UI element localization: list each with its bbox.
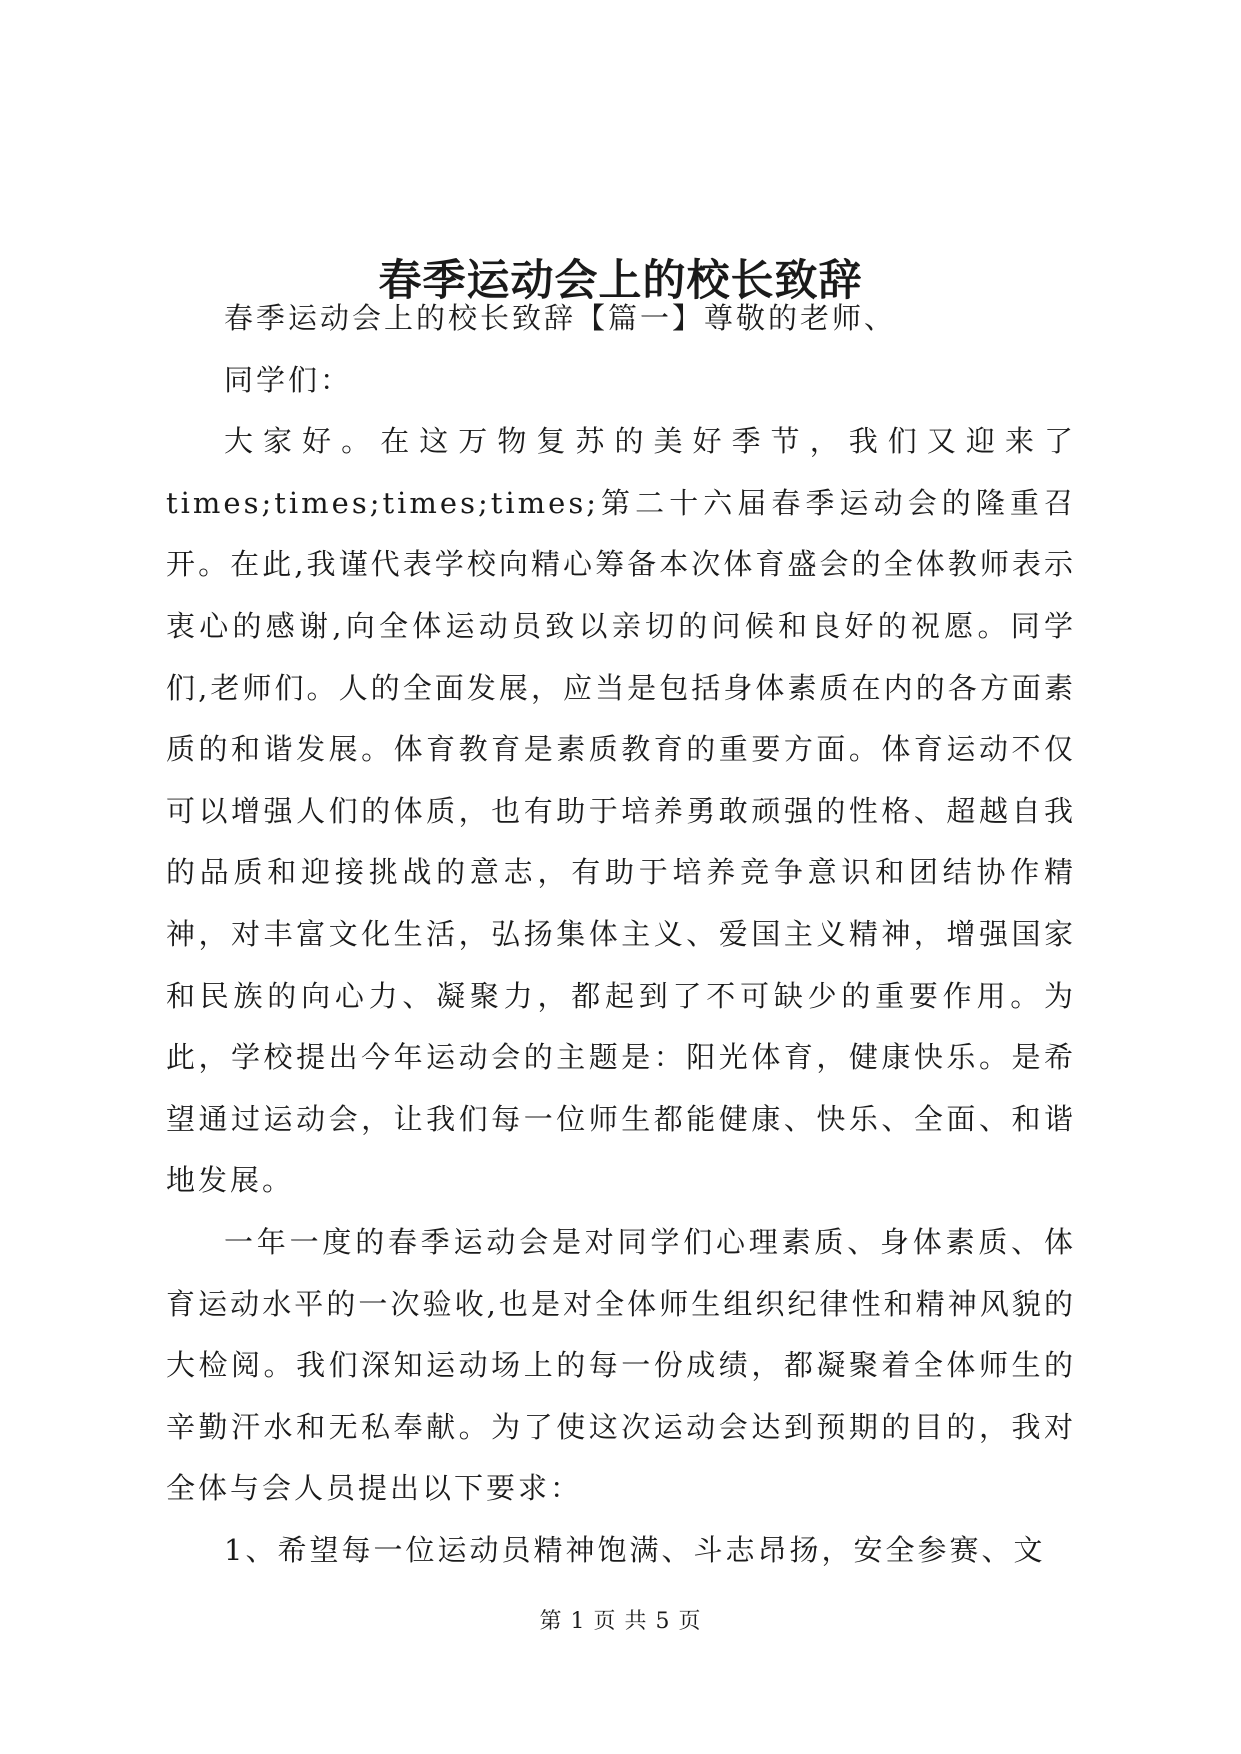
paragraph-requirement-1: 1、希望每一位运动员精神饱满、斗志昂扬，安全参赛、文	[224, 1532, 1046, 1567]
document-title: 春季运动会上的校长致辞	[378, 255, 863, 306]
paragraph-opening: 大家好。在这万物复苏的美好季节，我们又迎来了times;times;times;times;第二十六届春季运动会的隆重召开。在此,我谨代表学校向精心筹备本次体育盛会的全体教师表示衷心的感谢,向全体运动员致以亲切的问候和良好的祝愿。同学们,老师们。人的全面发展，应当是包括身体素质在内的各方面素质的和谐发展。体育教育是素质教育的重要方面。体育运动不仅可以增强人们的体质，也有助于培养勇敢顽强的性格、超越自我的品质和迎接挑战的意志，有助于培养竞争意识和团结协作精神，对丰富文化生活，弘扬集体主义、爱国主义精神，增强国家和民族的向心力、凝聚力，都起到了不可缺少的重要作用。为此，学校提出今年运动会的主题是：阳光体育，健康快乐。是希望通过运动会，让我们每一位师生都能健康、快乐、全面、和谐地发展。	[166, 424, 1076, 1198]
paragraph-requirements-intro: 一年一度的春季运动会是对同学们心理素质、身体素质、体育运动水平的一次验收,也是对全体师生组织纪律性和精神风貌的大检阅。我们深知运动场上的每一份成绩，都凝聚着全体师生的辛勤汗水和无私奉献。为了使这次运动会达到预期的目的，我对全体与会人员提出以下要求：	[166, 1224, 1076, 1506]
paragraph-salutation: 同学们：	[224, 362, 353, 397]
document-body	[166, 288, 1076, 1581]
page-number-footer: 第 1 页 共 5 页	[539, 1609, 702, 1634]
paragraph-heading-line: 春季运动会上的校长致辞【篇一】尊敬的老师、	[224, 301, 897, 335]
